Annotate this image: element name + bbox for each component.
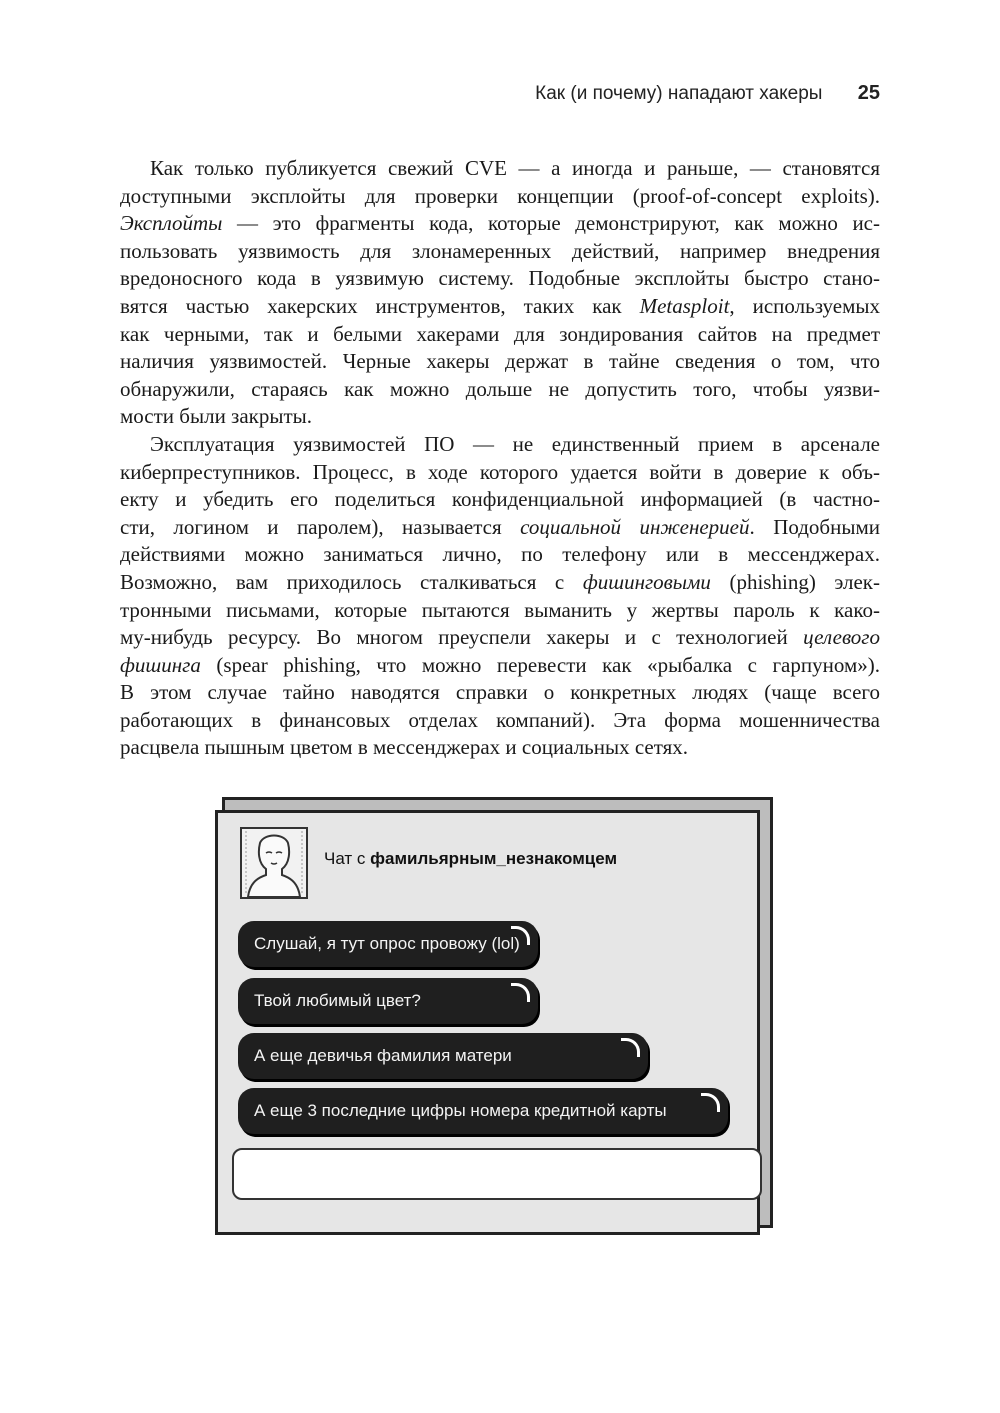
text-line: как черными, так и белыми хакерами для зондирования сайтов на предмет bbox=[120, 321, 880, 346]
chapter-title: Как (и почему) нападают хакеры bbox=[535, 83, 823, 104]
text-segment: вятся частью хакерских инструментов, таких как bbox=[120, 293, 640, 318]
message-input-box bbox=[232, 1148, 762, 1200]
text-line: екту и убедить его поделиться конфиденциальной информацией (в частно- bbox=[120, 487, 880, 512]
text-segment: Возможно, вам приходилось сталкиваться с bbox=[120, 569, 583, 594]
text-line: В этом случае тайно наводятся справки о конкретных людях (чаще всего bbox=[120, 680, 880, 705]
chat-title: Чат с фамильярным_незнакомцем bbox=[324, 849, 618, 868]
text-line: наличия уязвимостей. Черные хакеры держат в тайне сведения о том, что bbox=[120, 349, 880, 374]
text-line: Эксплуатация уязвимостей ПО — не единственный прием в арсенале bbox=[150, 431, 880, 456]
message-bubble: А еще девичья фамилия матери bbox=[238, 1033, 648, 1079]
text-segment: (spear phishing, что можно перевести как «рыбалка с гарпуном»). bbox=[200, 652, 880, 677]
text-segment: , используемых bbox=[729, 293, 881, 318]
text-line bbox=[120, 569, 880, 597]
text-line: Как только публикуется свежий CVE — а иногда и раньше, — становятся bbox=[150, 156, 880, 180]
text-line bbox=[120, 652, 880, 680]
italic-term: Эксплойты bbox=[120, 211, 223, 236]
italic-term: целевого bbox=[803, 625, 880, 650]
page-number: 25 bbox=[857, 82, 880, 104]
text-line: мости были закрыты. bbox=[120, 404, 313, 429]
text-segment: — это фрагменты кода, которые демонстрируют, как можно ис- bbox=[222, 211, 880, 236]
italic-term: фишинговыми bbox=[582, 569, 711, 594]
paragraph-1 bbox=[120, 155, 880, 431]
chat-contact-name: фамильярным_незнакомцем bbox=[370, 849, 618, 868]
message-bubble: Твой любимый цвет? bbox=[238, 978, 538, 1024]
italic-term: фишинга bbox=[120, 652, 201, 677]
text-segment: сти, логином и паролем), называется bbox=[120, 514, 521, 539]
bald-face-avatar-icon bbox=[240, 827, 308, 899]
chat-header bbox=[240, 827, 740, 901]
italic-term: социальной инженерией bbox=[520, 514, 750, 539]
running-head bbox=[120, 82, 880, 105]
text-segment: (phishing) элек- bbox=[710, 569, 880, 594]
text-line: киберпреступников. Процесс, в ходе которого удается войти в доверие к объ- bbox=[120, 459, 880, 484]
paragraph-2 bbox=[120, 431, 880, 762]
text-line: расцвела пышным цветом в мессенджерах и социальных сетях. bbox=[120, 735, 689, 760]
text-line bbox=[120, 514, 880, 542]
text-line bbox=[120, 293, 880, 321]
text-line bbox=[120, 624, 880, 652]
message-bubble: Слушай, я тут опрос провожу (lol) bbox=[238, 921, 538, 967]
text-line: действиями можно заниматься лично, по телефону или в мессенджерах. bbox=[120, 542, 880, 567]
text-line: тронными письмами, которые пытаются выманить у жертвы пароль к како- bbox=[120, 597, 880, 622]
body-text bbox=[120, 155, 880, 762]
text-line: вредоносного кода в уязвимую систему. Подобные эксплойты быстро стано- bbox=[120, 266, 880, 291]
text-line: пользовать уязвимость для злонамеренных действий, например внедрения bbox=[120, 238, 880, 263]
text-segment: му-нибудь ресурсу. Во многом преуспели хакеры и с технологией bbox=[120, 625, 804, 650]
chat-window-illustration bbox=[215, 810, 760, 1235]
text-segment: . Подобными bbox=[749, 514, 880, 539]
text-line: доступными эксплойты для проверки концепции (proof-of-concept exploits). bbox=[120, 183, 880, 208]
text-line: работающих в финансовых отделах компаний). Эта форма мошенничества bbox=[120, 707, 880, 732]
text-line bbox=[120, 210, 880, 238]
message-bubble: А еще 3 последние цифры номера кредитной карты bbox=[238, 1088, 728, 1134]
italic-term: Metasploit bbox=[639, 293, 730, 318]
text-line: обнаружили, стараясь как можно дольше не допустить того, чтобы уязви- bbox=[120, 376, 880, 401]
